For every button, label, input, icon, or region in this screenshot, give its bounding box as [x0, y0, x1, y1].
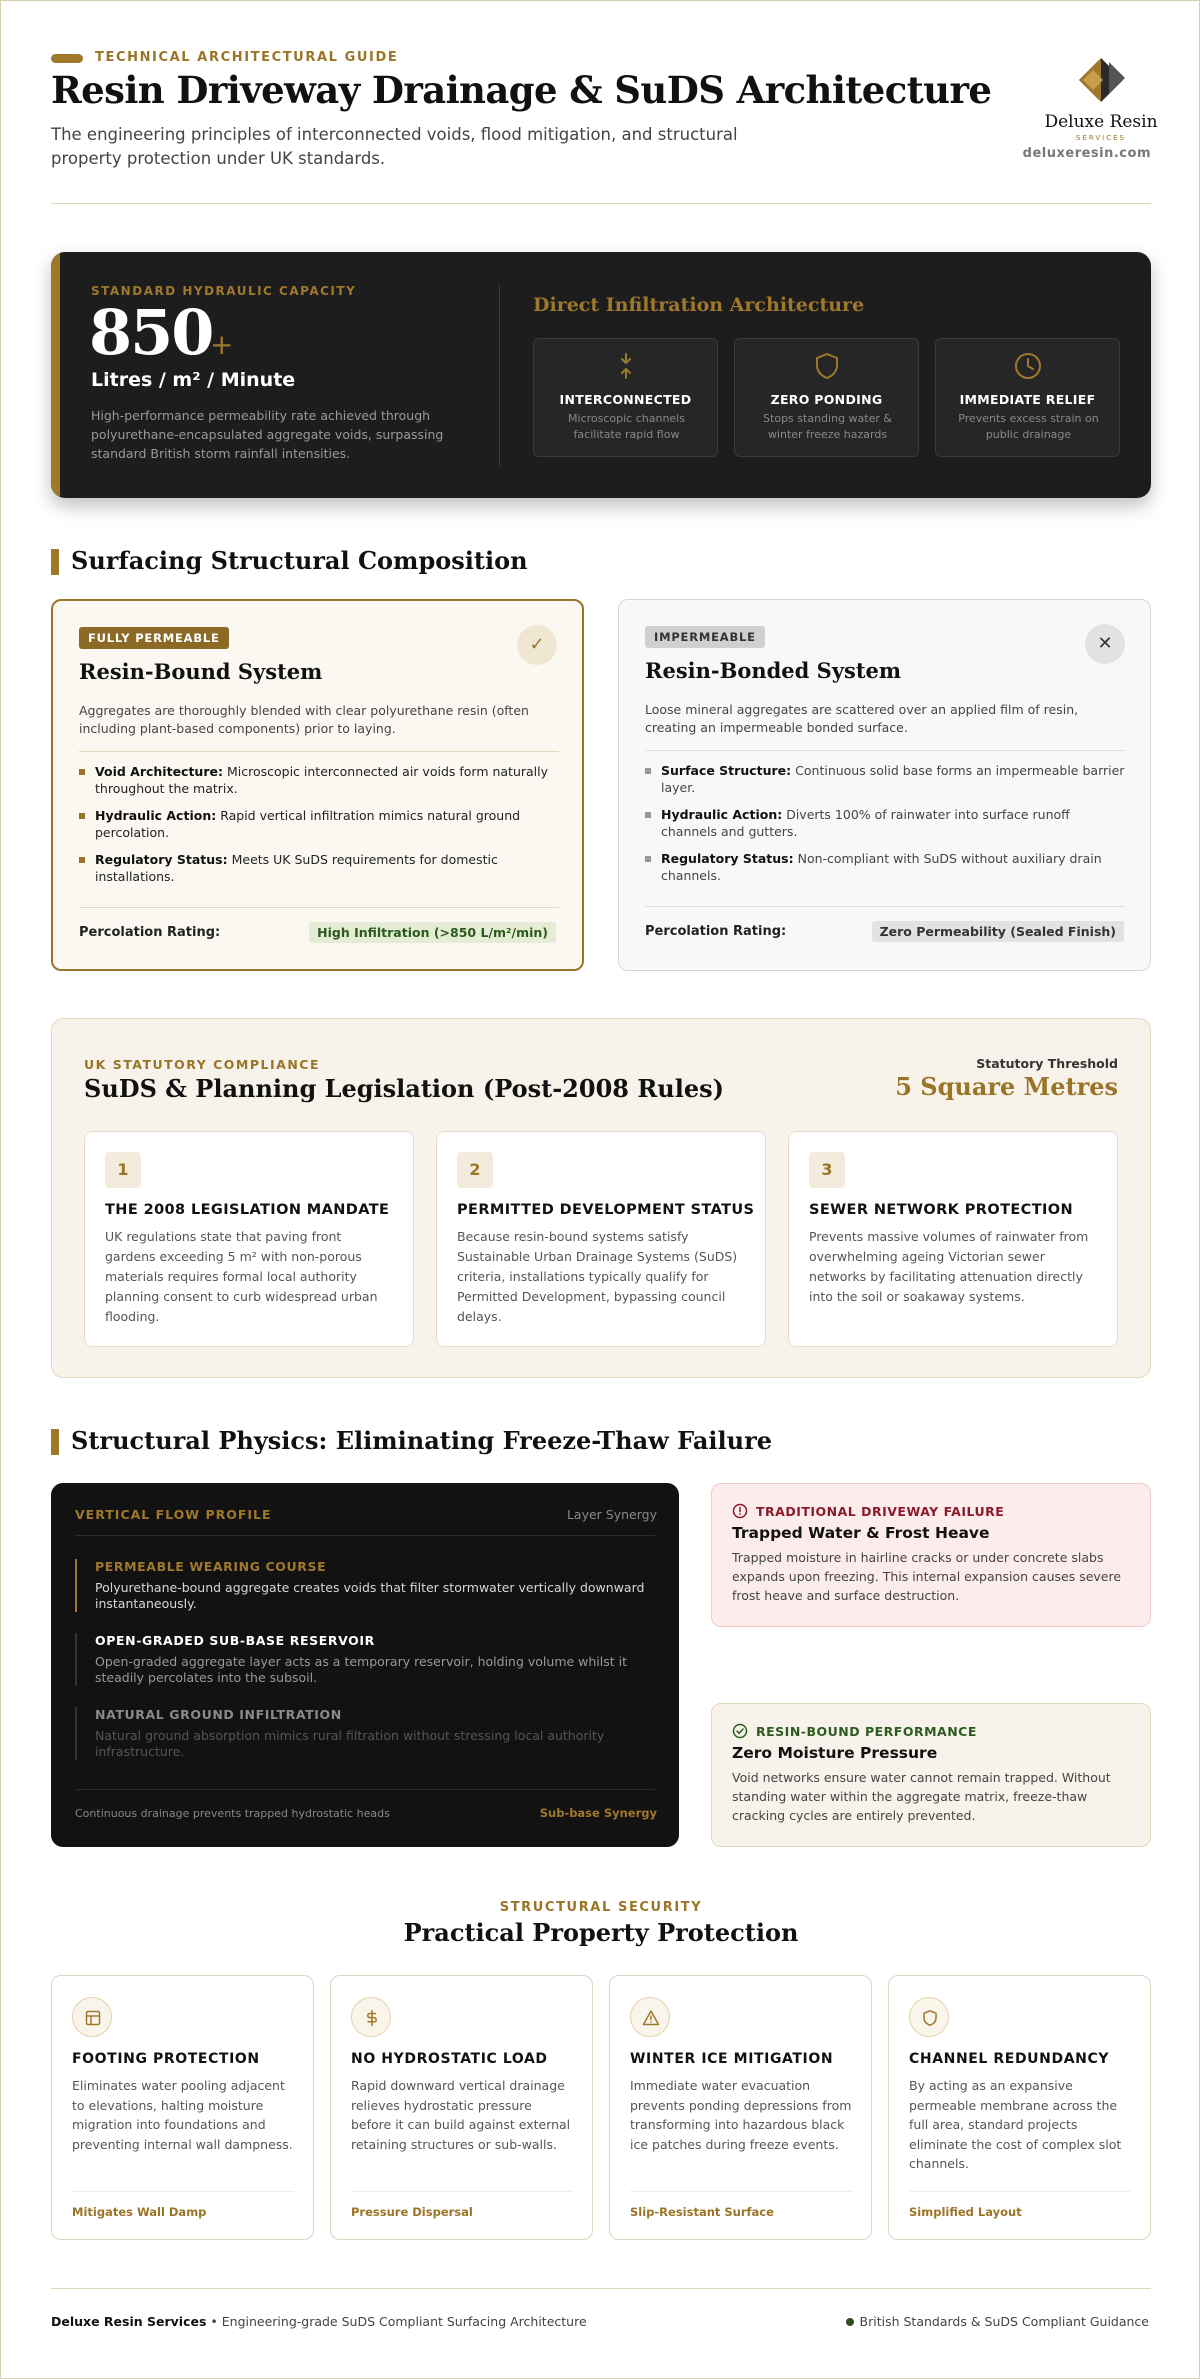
layer-title: OPEN-GRADED SUB-BASE RESERVOIR — [95, 1633, 375, 1648]
card-description: Immediate water evacuation prevents ponding depressions from transforming into hazardous black ice patches during freeze events. — [630, 2078, 852, 2152]
layout-icon — [72, 1997, 112, 2037]
layer-sub-base — [75, 1633, 655, 1686]
flow-footer-tag: Sub-base Synergy — [539, 1806, 657, 1820]
divider — [72, 2191, 294, 2192]
percolation-value: Zero Permeability (Sealed Finish) — [872, 921, 1124, 942]
step-number: 1 — [105, 1152, 141, 1188]
feature-tile-zero-ponding — [734, 338, 919, 457]
protection-title: Practical Property Protection — [403, 1918, 799, 1947]
footer-brand: Deluxe Resin Services — [51, 2314, 207, 2329]
vertical-arrows-icon — [611, 351, 641, 381]
section-heading-physics: Structural Physics: Eliminating Freeze-Thaw Failure — [71, 1426, 773, 1455]
system-description: Loose mineral aggregates are scattered over an applied film of resin, creating an impermeable bonded surface. — [645, 702, 1079, 735]
card-description: Prevents massive volumes of rainwater from overwhelming ageing Victorian sewer networks by facilitating attenuation directly into the soil or soakaway systems. — [809, 1229, 1089, 1304]
threshold-value: 5 Square Metres — [895, 1072, 1118, 1101]
card-description: Trapped moisture in hairline cracks or under concrete slabs expands upon freezing. This internal expansion causes severe frost heave and surface destruction. — [732, 1550, 1122, 1603]
brand-logo[interactable] — [1041, 56, 1161, 142]
card-title: SEWER NETWORK PROTECTION — [809, 1202, 1074, 1218]
list-item: Hydraulic Action: Rapid vertical infiltration mimics natural ground percolation. — [79, 807, 559, 841]
divider — [645, 906, 1125, 907]
divider — [79, 751, 559, 752]
check-circle-icon — [732, 1723, 748, 1739]
footer-compliance: British Standards & SuDS Compliant Guidance — [859, 2314, 1149, 2329]
list-item: Void Architecture: Microscopic interconnected air voids form naturally throughout the matrix. — [79, 763, 559, 797]
page-subtitle: The engineering principles of interconnected voids, flood mitigation, and structural property protection under UK standards. — [51, 125, 738, 168]
card-footer: Slip-Resistant Surface — [630, 2205, 774, 2219]
shield-icon — [812, 351, 842, 381]
legislation-title: SuDS & Planning Legislation (Post-2008 Rules) — [84, 1074, 724, 1103]
tile-desc: Stops standing water & winter freeze hazards — [763, 412, 892, 441]
feature-list — [645, 762, 1125, 894]
header-kicker: TECHNICAL ARCHITECTURAL GUIDE — [95, 50, 399, 65]
layer-ground — [75, 1707, 655, 1760]
layer-desc: Open-graded aggregate layer acts as a temporary reservoir, holding volume whilst it steadily percolates into the subsoil. — [95, 1654, 628, 1685]
status-dot-icon — [846, 2318, 854, 2326]
card-description: Void networks ensure water cannot remain trapped. Without standing water within the aggregate matrix, freeze-thaw cracking cycles are entirely prevented. — [732, 1770, 1111, 1823]
feature-tile-immediate-relief — [935, 338, 1120, 457]
section-heading-composition: Surfacing Structural Composition — [71, 546, 528, 575]
kicker-accent-bar — [51, 54, 83, 63]
hydraulic-plus: + — [210, 328, 234, 361]
traditional-failure-card — [711, 1483, 1151, 1627]
divider — [75, 1535, 655, 1536]
tile-desc: Prevents excess strain on public drainage — [958, 412, 1099, 441]
hydraulic-capacity-card — [51, 252, 1151, 498]
flow-kicker: VERTICAL FLOW PROFILE — [75, 1507, 272, 1522]
feature-tile-interconnected — [533, 338, 718, 457]
list-item: Hydraulic Action: Diverts 100% of rainwater into surface runoff channels and gutters. — [645, 806, 1125, 840]
layer-desc: Polyurethane-bound aggregate creates voids that filter stormwater vertically downward instantaneously. — [95, 1580, 645, 1611]
legislation-card — [84, 1131, 414, 1347]
card-kicker: RESIN-BOUND PERFORMANCE — [756, 1724, 977, 1739]
footer-separator: • — [206, 2314, 222, 2329]
logo-subtitle: SERVICES — [1076, 134, 1126, 142]
hydraulic-divider — [499, 284, 500, 466]
card-title: WINTER ICE MITIGATION — [630, 2051, 834, 2067]
protection-card — [330, 1975, 593, 2240]
divider — [645, 750, 1125, 751]
divider — [909, 2191, 1131, 2192]
layer-desc: Natural ground absorption mimics rural filtration without stressing local authority infrastructure. — [95, 1728, 605, 1759]
card-title: THE 2008 LEGISLATION MANDATE — [105, 1202, 390, 1218]
card-title: Trapped Water & Frost Heave — [732, 1524, 990, 1542]
card-title: CHANNEL REDUNDANCY — [909, 2051, 1110, 2067]
alert-circle-icon — [732, 1503, 748, 1519]
legislation-card — [436, 1131, 766, 1347]
percolation-label: Percolation Rating: — [645, 924, 787, 939]
card-title: NO HYDROSTATIC LOAD — [351, 2051, 548, 2067]
card-footer: Pressure Dispersal — [351, 2205, 473, 2219]
list-item: Surface Structure: Continuous solid base forms an impermeable barrier layer. — [645, 762, 1125, 796]
card-description: UK regulations state that paving front gardens exceeding 5 m² with non-porous materials requires formal local authority planning consent to curb widespread urban flooding. — [105, 1229, 378, 1324]
tile-title: ZERO PONDING — [770, 392, 883, 407]
list-item: Regulatory Status: Meets UK SuDS requirements for domestic installations. — [79, 851, 559, 885]
layer-wearing-course — [75, 1559, 655, 1612]
card-description: Rapid downward vertical drainage relieves hydrostatic pressure before it can build against external retaining structures or sub-walls. — [351, 2078, 571, 2152]
section-accent-bar — [51, 549, 59, 575]
close-icon: ✕ — [1085, 624, 1125, 664]
divider — [79, 907, 559, 908]
card-accent-bar — [51, 252, 60, 498]
tile-title: INTERCONNECTED — [559, 392, 692, 407]
card-kicker: TRADITIONAL DRIVEWAY FAILURE — [756, 1504, 1005, 1519]
threshold-label: Statutory Threshold — [976, 1056, 1118, 1071]
system-description: Aggregates are thoroughly blended with clear polyurethane resin (often including plant-based components) prior to laying. — [79, 703, 529, 736]
system-title: Resin-Bound System — [79, 659, 323, 684]
system-title: Resin-Bonded System — [645, 658, 902, 683]
dollar-icon — [351, 1997, 391, 2037]
card-footer: Mitigates Wall Damp — [72, 2205, 207, 2219]
step-number: 2 — [457, 1152, 493, 1188]
infiltration-title: Direct Infiltration Architecture — [533, 294, 865, 316]
header-divider — [51, 203, 1151, 204]
shield-icon — [909, 1997, 949, 2037]
card-title: FOOTING PROTECTION — [72, 2051, 260, 2067]
layer-title: NATURAL GROUND INFILTRATION — [95, 1707, 342, 1722]
resin-bound-card — [51, 599, 584, 971]
percolation-value: High Infiltration (>850 L/m²/min) — [309, 922, 556, 943]
card-footer: Simplified Layout — [909, 2205, 1022, 2219]
impermeable-badge: IMPERMEABLE — [645, 626, 765, 648]
flow-footer: Continuous drainage prevents trapped hydrostatic heads — [75, 1807, 390, 1820]
legislation-card — [788, 1131, 1118, 1347]
protection-card — [888, 1975, 1151, 2240]
protection-kicker: STRUCTURAL SECURITY — [499, 1900, 703, 1915]
section-accent-bar — [51, 1429, 59, 1455]
warning-icon — [630, 1997, 670, 2037]
hydraulic-description: High-performance permeability rate achieved through polyurethane-encapsulated aggregate voids, surpassing standard British storm rainfall intensities. — [91, 408, 444, 461]
step-number: 3 — [809, 1152, 845, 1188]
divider — [630, 2191, 852, 2192]
legislation-kicker: UK STATUTORY COMPLIANCE — [84, 1057, 320, 1072]
list-item: Regulatory Status: Non-compliant with SuDS without auxiliary drain channels. — [645, 850, 1125, 884]
legislation-panel — [51, 1018, 1151, 1378]
vertical-flow-panel — [51, 1483, 679, 1847]
card-description: Eliminates water pooling adjacent to elevations, halting moisture migration into foundations and preventing internal wall dampness. — [72, 2078, 293, 2152]
clock-icon — [1013, 351, 1043, 381]
card-description: Because resin-bound systems satisfy Sustainable Urban Drainage Systems (SuDS) criteria, installations typically qualify for Permitted Development, bypassing council delays. — [457, 1229, 738, 1324]
permeable-badge: FULLY PERMEABLE — [79, 627, 229, 649]
footer-right — [846, 2314, 1149, 2329]
footer-left — [51, 2314, 587, 2329]
card-title: Zero Moisture Pressure — [732, 1744, 938, 1762]
divider — [351, 2191, 573, 2192]
hydraulic-value: 850 — [89, 296, 213, 369]
hydraulic-label: STANDARD HYDRAULIC CAPACITY — [91, 284, 357, 298]
footer-divider — [51, 2288, 1151, 2289]
page-title: Resin Driveway Drainage & SuDS Architecture — [51, 68, 992, 112]
divider — [75, 1789, 655, 1790]
protection-card — [51, 1975, 314, 2240]
flow-tag: Layer Synergy — [566, 1507, 657, 1522]
card-title: PERMITTED DEVELOPMENT STATUS — [457, 1202, 755, 1218]
tile-title: IMMEDIATE RELIEF — [959, 392, 1096, 407]
website-link[interactable]: deluxeresin.com — [1022, 146, 1151, 161]
footer-tagline: Engineering-grade SuDS Compliant Surfacing Architecture — [221, 2314, 587, 2329]
percolation-label: Percolation Rating: — [79, 925, 221, 940]
check-icon: ✓ — [517, 625, 557, 665]
resin-bonded-card — [618, 599, 1151, 971]
resin-performance-card — [711, 1703, 1151, 1847]
card-description: By acting as an expansive permeable membrane across the full area, standard projects eliminate the cost of complex slot channels. — [909, 2078, 1122, 2171]
hydraulic-unit: Litres / m² / Minute — [91, 369, 296, 391]
tile-desc: Microscopic channels facilitate rapid flow — [568, 412, 685, 441]
logo-name: Deluxe Resin — [1044, 112, 1158, 132]
layer-title: PERMEABLE WEARING COURSE — [95, 1559, 327, 1574]
protection-card — [609, 1975, 872, 2240]
feature-list — [79, 763, 559, 895]
diamond-logo-icon — [1073, 56, 1129, 106]
